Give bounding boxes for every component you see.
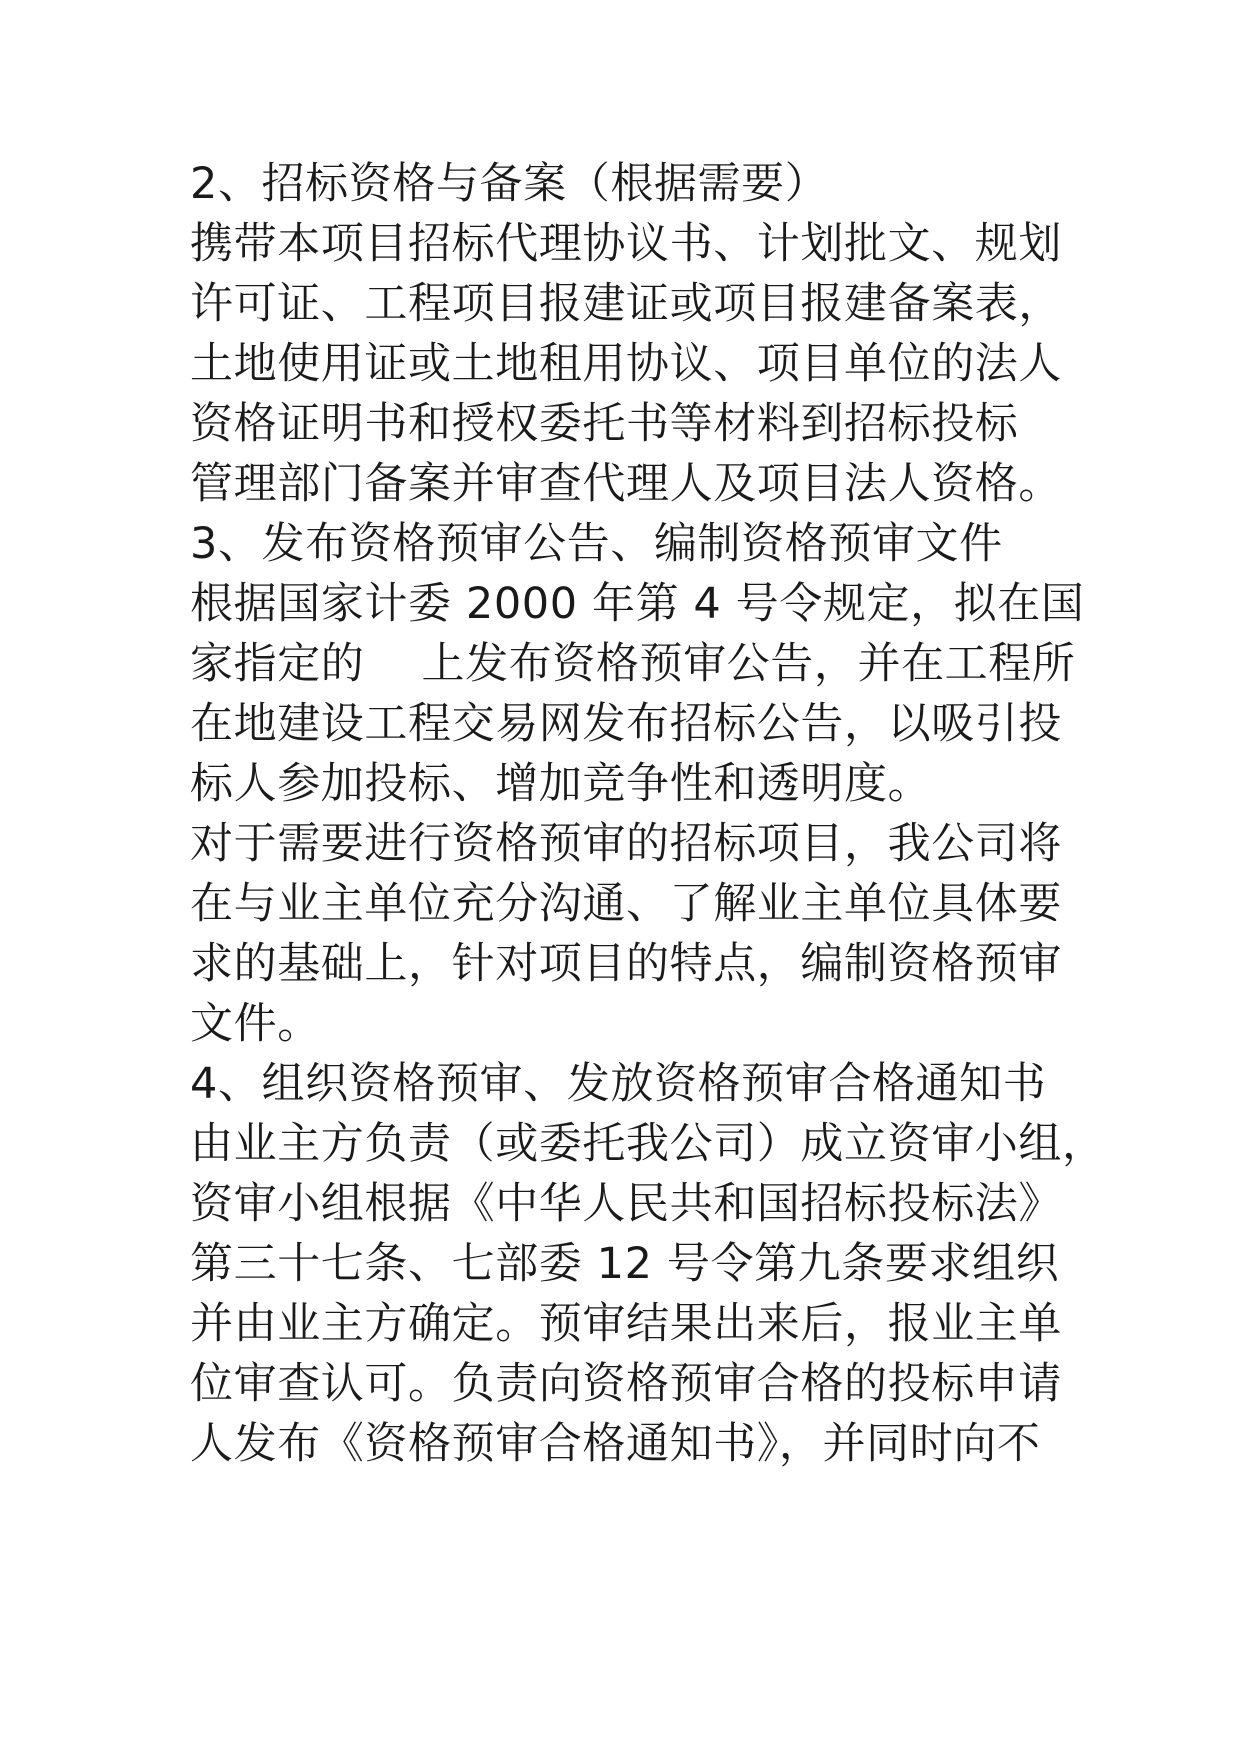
paragraph-line: 求的基础上，针对项目的特点，编制资格预审: [190, 939, 1062, 989]
paragraph-line: 由业主方负责（或委托我公司）成立资审小组，: [190, 1119, 1106, 1169]
paragraph-line: 人发布《资格预审合格通知书》，并同时向不: [190, 1419, 1041, 1469]
paragraph-line: 标人参加投标、增加竞争性和透明度。: [190, 759, 932, 809]
paragraph-line: 并由业主方确定。预审结果出来后，报业主单: [190, 1299, 1062, 1349]
paragraph-line: 在地建设工程交易网发布招标公告，以吸引投: [190, 699, 1062, 749]
paragraph-line: 第三十七条、七部委 12 号令第九条要求组织: [190, 1239, 1060, 1289]
heading-section-4: 4、组织资格预审、发放资格预审合格通知书: [190, 1059, 1047, 1109]
paragraph-line: 资格证明书和授权委托书等材料到招标投标: [190, 399, 1019, 449]
paragraph-line: 家指定的 上发布资格预审公告，并在工程所: [190, 639, 1076, 689]
paragraph-line: 对于需要进行资格预审的招标项目，我公司将: [190, 819, 1062, 869]
paragraph-line: 位审查认可。负责向资格预审合格的投标申请: [190, 1359, 1062, 1409]
paragraph-line: 根据国家计委 2000 年第 4 号令规定，拟在国: [190, 579, 1085, 629]
paragraph-line: 土地使用证或土地租用协议、项目单位的法人: [190, 339, 1062, 389]
heading-section-3: 3、发布资格预审公告、编制资格预审文件: [190, 519, 1003, 569]
paragraph-line: 在与业主单位充分沟通、了解业主单位具体要: [190, 879, 1062, 929]
document-body: [190, 154, 1106, 1474]
paragraph-line: 许可证、工程项目报建证或项目报建备案表，: [190, 279, 1062, 329]
paragraph-line: 资审小组根据《中华人民共和国招标投标法》: [190, 1179, 1062, 1229]
paragraph-line: 文件。: [190, 999, 321, 1049]
paragraph-line: 管理部门备案并审查代理人及项目法人资格。: [190, 459, 1062, 509]
heading-section-2: 2、招标资格与备案（根据需要）: [190, 159, 829, 209]
paragraph-line: 携带本项目招标代理协议书、计划批文、规划: [190, 219, 1062, 269]
